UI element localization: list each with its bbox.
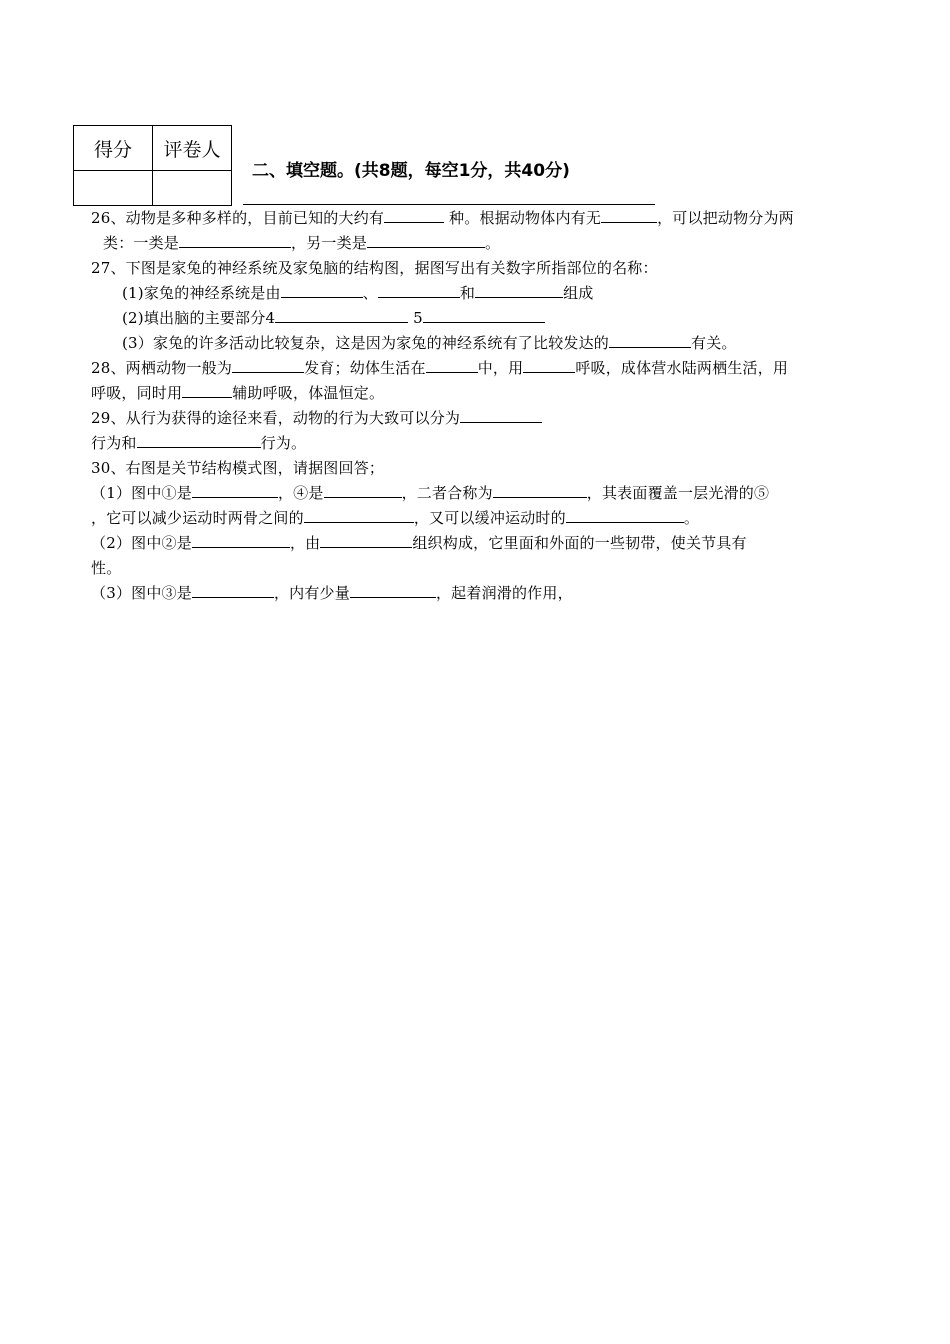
q30-p1-text-c: ，二者合称为 — [401, 484, 493, 502]
q27-blank-5[interactable] — [423, 308, 545, 323]
q26-text-b: 种。根据动物体内有无 — [444, 209, 602, 227]
q30-blank-3[interactable] — [493, 483, 587, 498]
q26-text-c: ，可以把动物分为两 — [657, 209, 794, 227]
q27-p1-text-d: 组成 — [563, 284, 594, 302]
q27-blank-2[interactable] — [378, 283, 460, 298]
section-title: 二、填空题。(共8题，每空1分，共40分) — [252, 161, 570, 181]
q30-blank-9[interactable] — [350, 583, 436, 598]
q30-part1-line2 — [91, 508, 699, 528]
q27-stem: 27、下图是家兔的神经系统及家兔脑的结构图，据图写出有关数字所指部位的名称： — [91, 259, 658, 277]
q30-p1-text-g: 。 — [683, 509, 700, 527]
q30-blank-8[interactable] — [192, 583, 274, 598]
q28-text-e: 呼吸，同时用 — [91, 384, 183, 402]
q27-p2-text-b: 5 — [408, 309, 423, 327]
q27-blank-6[interactable] — [609, 333, 691, 348]
q26-blank-1[interactable] — [384, 208, 444, 223]
score-label: 得分 — [74, 126, 153, 171]
q28-text-a: 28、两栖动物一般为 — [91, 359, 233, 377]
q30-p2-text-a: （2）图中②是 — [91, 534, 192, 552]
q26-text-a: 26、动物是多种多样的，目前已知的大约有 — [91, 209, 385, 227]
q30-p3-text-c: ，起着润滑的作用， — [435, 584, 573, 602]
q26-text-e: ，另一类是 — [291, 234, 368, 252]
q26-blank-2[interactable] — [601, 208, 657, 223]
q30-blank-4[interactable] — [304, 508, 414, 523]
q29-line1 — [91, 408, 542, 428]
q28-text-f: 辅助呼吸，体温恒定。 — [232, 384, 385, 402]
q27-p3-text-b: 有关。 — [691, 334, 737, 352]
q30-p2-text-b: ，由 — [289, 534, 321, 552]
q30-p1-text-b: ，④是 — [277, 484, 324, 502]
q29-line2 — [91, 433, 306, 453]
section-rule — [243, 204, 655, 205]
q26-text-f: 。 — [485, 234, 501, 252]
q30-blank-7[interactable] — [320, 533, 412, 548]
grader-label: 评卷人 — [153, 126, 232, 171]
q27-p3-text-a: (3）家兔的许多活动比较复杂，这是因为家兔的神经系统有了比较发达的 — [122, 334, 609, 352]
score-cell[interactable] — [74, 171, 153, 206]
q30-p1-text-f: ，又可以缓冲运动时的 — [413, 509, 566, 527]
q29-text-a: 29、从行为获得的途径来看，动物的行为大致可以分为 — [91, 409, 461, 427]
q29-text-b: 行为和 — [91, 434, 137, 452]
score-table — [73, 125, 232, 206]
q27-p1-text-b: 、 — [362, 284, 378, 302]
q30-p1-text-a: （1）图中①是 — [91, 484, 192, 502]
q30-part2-line2: 性。 — [91, 559, 122, 577]
q28-blank-3[interactable] — [523, 358, 575, 373]
q27-blank-4[interactable] — [275, 308, 408, 323]
q27-part1 — [122, 283, 593, 303]
q26-line1 — [91, 208, 794, 228]
q28-line2 — [91, 383, 384, 403]
q30-p2-text-c: 组织构成，它里面和外面的一些韧带，使关节具有 — [412, 534, 747, 552]
q29-blank-2[interactable] — [137, 433, 261, 448]
q27-part3 — [122, 333, 737, 353]
q30-blank-1[interactable] — [192, 483, 278, 498]
q30-p1-text-e: ，它可以减少运动时两骨之间的 — [91, 509, 304, 527]
q29-blank-1[interactable] — [460, 408, 542, 423]
q30-stem: 30、右图是关节结构模式图，请据图回答； — [91, 459, 385, 477]
q30-part1-line1 — [91, 483, 769, 503]
q27-p1-text-c: 和 — [459, 284, 476, 302]
q26-text-d: 类：一类是 — [103, 234, 180, 252]
q28-blank-4[interactable] — [182, 383, 232, 398]
q29-text-c: 行为。 — [260, 434, 307, 452]
q30-p3-text-a: （3）图中③是 — [91, 584, 192, 602]
q27-p1-text-a: (1)家兔的神经系统是由 — [122, 284, 281, 302]
q28-text-b: 发育；幼体生活在 — [304, 359, 426, 377]
q27-part2 — [122, 308, 545, 328]
q26-blank-4[interactable] — [367, 233, 485, 248]
q28-text-d: 呼吸，成体营水陆两栖生活，用 — [575, 359, 789, 377]
q27-blank-1[interactable] — [281, 283, 363, 298]
q28-blank-1[interactable] — [232, 358, 304, 373]
q30-blank-5[interactable] — [566, 508, 684, 523]
q28-blank-2[interactable] — [426, 358, 478, 373]
q30-part2-line1 — [91, 533, 747, 553]
q27-p2-text-a: (2)填出脑的主要部分4 — [122, 309, 276, 327]
q30-blank-6[interactable] — [192, 533, 290, 548]
q27-blank-3[interactable] — [475, 283, 563, 298]
q30-part3 — [91, 583, 573, 603]
grader-cell[interactable] — [153, 171, 232, 206]
q28-line1 — [91, 358, 788, 378]
q26-blank-3[interactable] — [179, 233, 291, 248]
q26-line2 — [103, 233, 500, 253]
q30-p1-text-d: ，其表面覆盖一层光滑的⑤ — [586, 484, 770, 502]
q30-blank-2[interactable] — [324, 483, 402, 498]
q30-p3-text-b: ，内有少量 — [273, 584, 350, 602]
q28-text-c: 中，用 — [477, 359, 524, 377]
